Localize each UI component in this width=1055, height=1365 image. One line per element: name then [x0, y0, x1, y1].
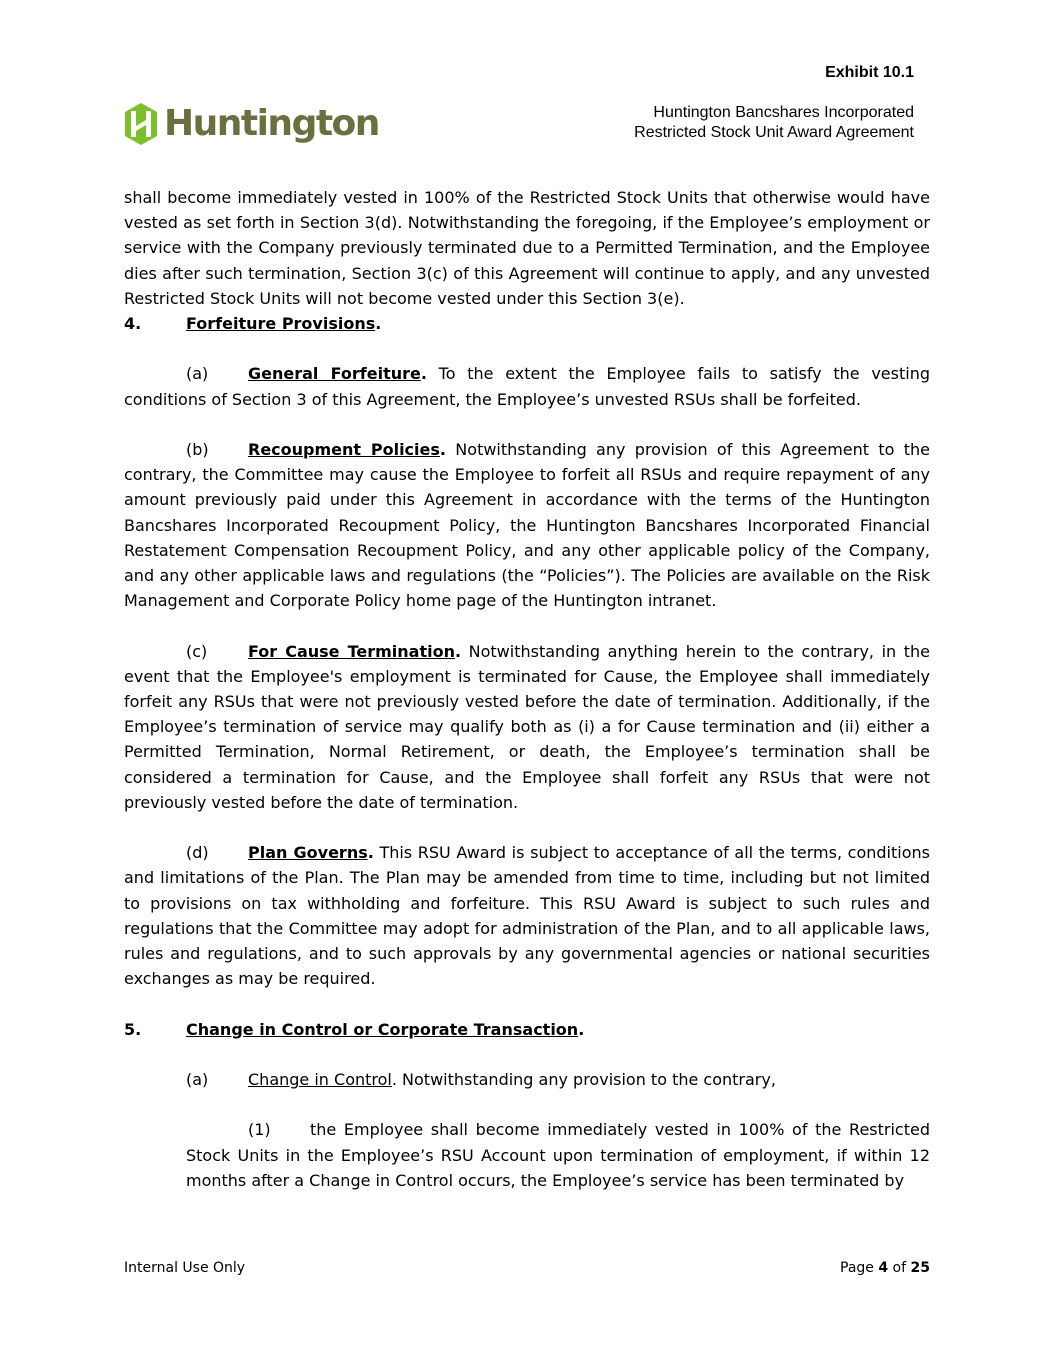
- clause-label: (1): [248, 1120, 271, 1140]
- clause-text: Notwithstanding any provision of this Agreement to the contrary, the Committee may cause the Employee to forfeit all RSUs and require repayment of any amount previously paid under this Agreement in accordance with the terms of the Huntington Bancshares Incorporated Recoupment Policy, the Huntington Bancshares Incorporated Financial Restatement Compensation Recoupment Policy, and any other applicable policy of the Company, and any other applicable laws and regulations (the “Policies”). The Policies are available on the Risk Management and Corporate Policy home page of the Huntington intranet.: [124, 440, 931, 611]
- section-number: 5.: [124, 1019, 142, 1039]
- clause-label: (a): [186, 364, 209, 384]
- clause-label: (a): [186, 1070, 209, 1090]
- paragraph-4d: (d) Plan Governs. This RSU Award is subject to acceptance of all the terms, conditions and limitations of the Plan. The Plan may be amended from time to time, including but not limited to provisions on tax withholding and forfeiture. This RSU Award is subject to such rules and regulations that the Committee may adopt for administration of the Plan, and to all applicable laws, rules and regulations, and to such approvals by any governmental agencies or national securities exchanges as may be required.: [124, 840, 930, 991]
- current-page: 4: [878, 1260, 889, 1276]
- clause-label: (b): [186, 440, 209, 459]
- clause-title: For Cause Termination: [248, 641, 455, 661]
- header-company-block: [634, 103, 914, 143]
- company-name: Huntington Bancshares Incorporated: [653, 104, 914, 121]
- clause-title: General Forfeiture: [248, 364, 421, 384]
- paragraph-4a: (a) General Forfeiture. To the extent the Employee fails to satisfy the vesting conditions of Section 3 of this Agreement, the Employee’s unvested RSUs shall be forfeited.: [124, 361, 930, 411]
- footer-classification: Internal Use Only: [124, 1260, 246, 1276]
- document-body: [124, 185, 930, 1193]
- clause-label: (c): [186, 641, 208, 661]
- clause-title: Plan Governs: [248, 843, 368, 863]
- logo-wordmark: Huntington: [164, 103, 379, 144]
- exhibit-label: Exhibit 10.1: [825, 64, 914, 81]
- paragraph-4b: (b) Recoupment Policies. Notwithstanding any provision of this Agreement to the contrary, the Committee may cause the Employee to forfeit all RSUs and require repayment of any amount previously paid under this Agreement in accordance with the terms of the Huntington Bancshares Incorporated Recoupment Policy, the Huntington Bancshares Incorporated Financial Restatement Compensation Recoupment Policy, and any other applicable policy of the Company, and any other applicable laws and regulations (the “Policies”). The Policies are available on the Risk Management and Corporate Policy home page of the Huntington intranet.: [124, 437, 930, 613]
- huntington-logo-icon: [122, 101, 160, 147]
- clause-text: This RSU Award is subject to acceptance of all the terms, conditions and limitations of the Plan. The Plan may be amended from time to time, including but not limited to provisions on tax withholding and forfeiture. This RSU Award is subject to such rules and regulations that the Committee may adopt for administration of the Plan, and to all applicable laws, rules and regulations, and to such approvals by any governmental agencies or national securities exchanges as may be required.: [124, 843, 930, 989]
- total-pages: 25: [910, 1260, 930, 1276]
- paragraph-5a1: [186, 1117, 930, 1193]
- clause-text: the Employee shall become immediately vested in 100% of the Restricted Stock Units in the Employee’s RSU Account upon termination of employment, if within 12 months after a Change in Control occurs, the Employee’s service has been terminated by: [186, 1120, 930, 1190]
- intro-paragraph: shall become immediately vested in 100% of the Restricted Stock Units that otherwise would have vested as set forth in Section 3(d). Notwithstanding the foregoing, if the Employee’s employment or service with the Company previously terminated due to a Permitted Termination, and the Employee dies after such termination, Section 3(c) of this Agreement will continue to apply, and any unvested Restricted Stock Units will not become vested under this Section 3(e).: [124, 188, 930, 308]
- clause-title: Change in Control: [248, 1070, 392, 1090]
- section-title: Change in Control or Corporate Transaction: [186, 1019, 579, 1039]
- clause-label: (d): [186, 843, 209, 863]
- section-4-heading: 4. Forfeiture Provisions.: [124, 311, 930, 336]
- clause-text: Notwithstanding anything herein to the contrary, in the event that the Employee's employment is terminated for Cause, the Employee shall immediately forfeit any RSUs that were not previously vested before the date of termination. Additionally, if the Employee’s termination of service may qualify both as (i) a for Cause termination and (ii) either a Permitted Termination, Normal Retirement, or death, the Employee’s termination shall be considered a termination for Cause, and the Employee shall forfeit any RSUs that were not previously vested before the date of termination.: [124, 641, 930, 812]
- clause-title: Recoupment Policies: [248, 440, 440, 459]
- paragraph-4c: (c) For Cause Termination. Notwithstanding anything herein to the contrary, in the event that the Employee's employment is terminated for Cause, the Employee shall immediately forfeit any RSUs that were not previously vested before the date of termination. Additionally, if the Employee’s termination of service may qualify both as (i) a for Cause termination and (ii) either a Permitted Termination, Normal Retirement, or death, the Employee’s termination shall be considered a termination for Cause, and the Employee shall forfeit any RSUs that were not previously vested before the date of termination.: [124, 639, 930, 815]
- clause-text: . Notwithstanding any provision to the contrary,: [391, 1070, 776, 1090]
- section-number: 4.: [124, 314, 142, 334]
- clause-text: To the extent the Employee fails to satisfy the vesting conditions of Section 3 of this Agreement, the Employee’s unvested RSUs shall be forfeited.: [124, 364, 931, 409]
- document-title: Restricted Stock Unit Award Agreement: [634, 124, 914, 141]
- huntington-logo: [122, 100, 379, 148]
- section-title: Forfeiture Provisions: [186, 314, 376, 334]
- page-number: Page 4 of 25: [840, 1260, 930, 1276]
- paragraph-5a: [124, 1067, 930, 1092]
- section-5-heading: 5. Change in Control or Corporate Transaction.: [124, 1017, 930, 1042]
